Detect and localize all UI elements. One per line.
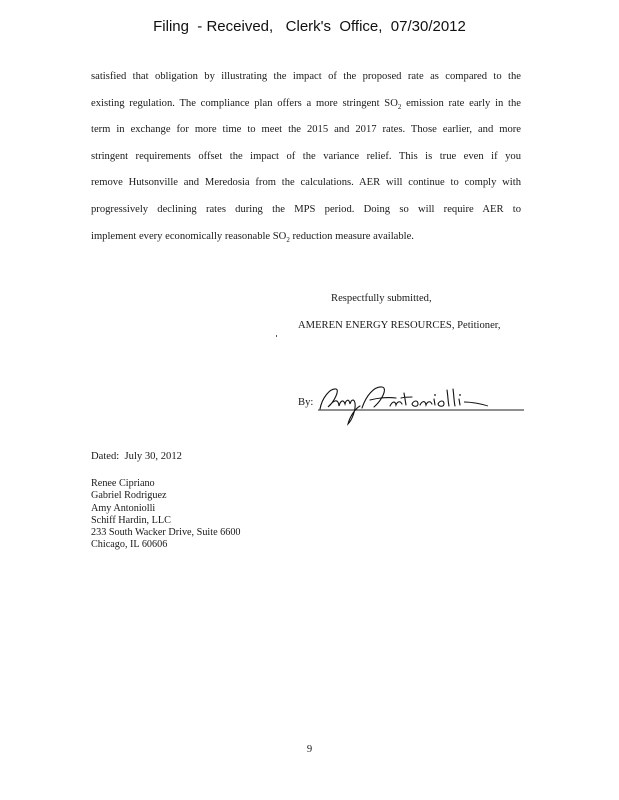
body-line-text: implement every economically reasonable SO [91,230,287,242]
so2-subscript: 2 [397,102,402,111]
by-label: By: [298,397,314,408]
body-line: stringent requirements offset the impact of the variance relief. This is true even if you [91,150,521,162]
firm-line: Schiff Hardin, LLC [91,514,171,526]
address-line: 233 South Wacker Drive, Suite 6600 [91,527,241,539]
dated-line: Dated: July 30, 2012 [91,451,182,462]
body-line-tail: reduction measure available. [289,230,414,242]
attorney-line: Gabriel Rodriguez [91,490,167,502]
attorney-line: Amy Antoniolli [91,502,156,514]
attorney-address-block [91,478,241,552]
city-line: Chicago, IL 60606 [91,539,168,551]
body-paragraph [91,70,521,256]
body-line-tail: emission rate early in the [401,97,521,109]
petitioner-name: AMEREN ENERGY RESOURCES, Petitioner, [298,320,501,331]
so2-subscript: 2 [286,235,290,244]
body-line: progressively declining rates during the MPS period. Doing so will require AER to [91,203,521,215]
body-line-text: existing regulation. The compliance plan offers a more stringent SO [91,97,398,109]
body-line [91,97,521,124]
respectfully-submitted: Respectfully submitted, [331,293,432,304]
scan-mark [276,335,277,337]
attorney-line: Renee Cipriano [91,478,155,489]
signature-image [312,380,526,428]
signature-block [298,380,528,430]
body-line: remove Hutsonville and Meredosia from the calculations. AER will continue to comply with [91,177,521,189]
body-line: term in exchange for more time to meet the 2015 and 2017 rates. Those earlier, and more [91,124,521,136]
filing-stamp: Filing - Received, Clerk's Office, 07/30/2012 [153,18,466,35]
body-line [91,230,521,257]
page-number: 9 [306,744,313,755]
body-line: satisfied that obligation by illustrating the impact of the proposed rate as compared to the [91,71,521,82]
